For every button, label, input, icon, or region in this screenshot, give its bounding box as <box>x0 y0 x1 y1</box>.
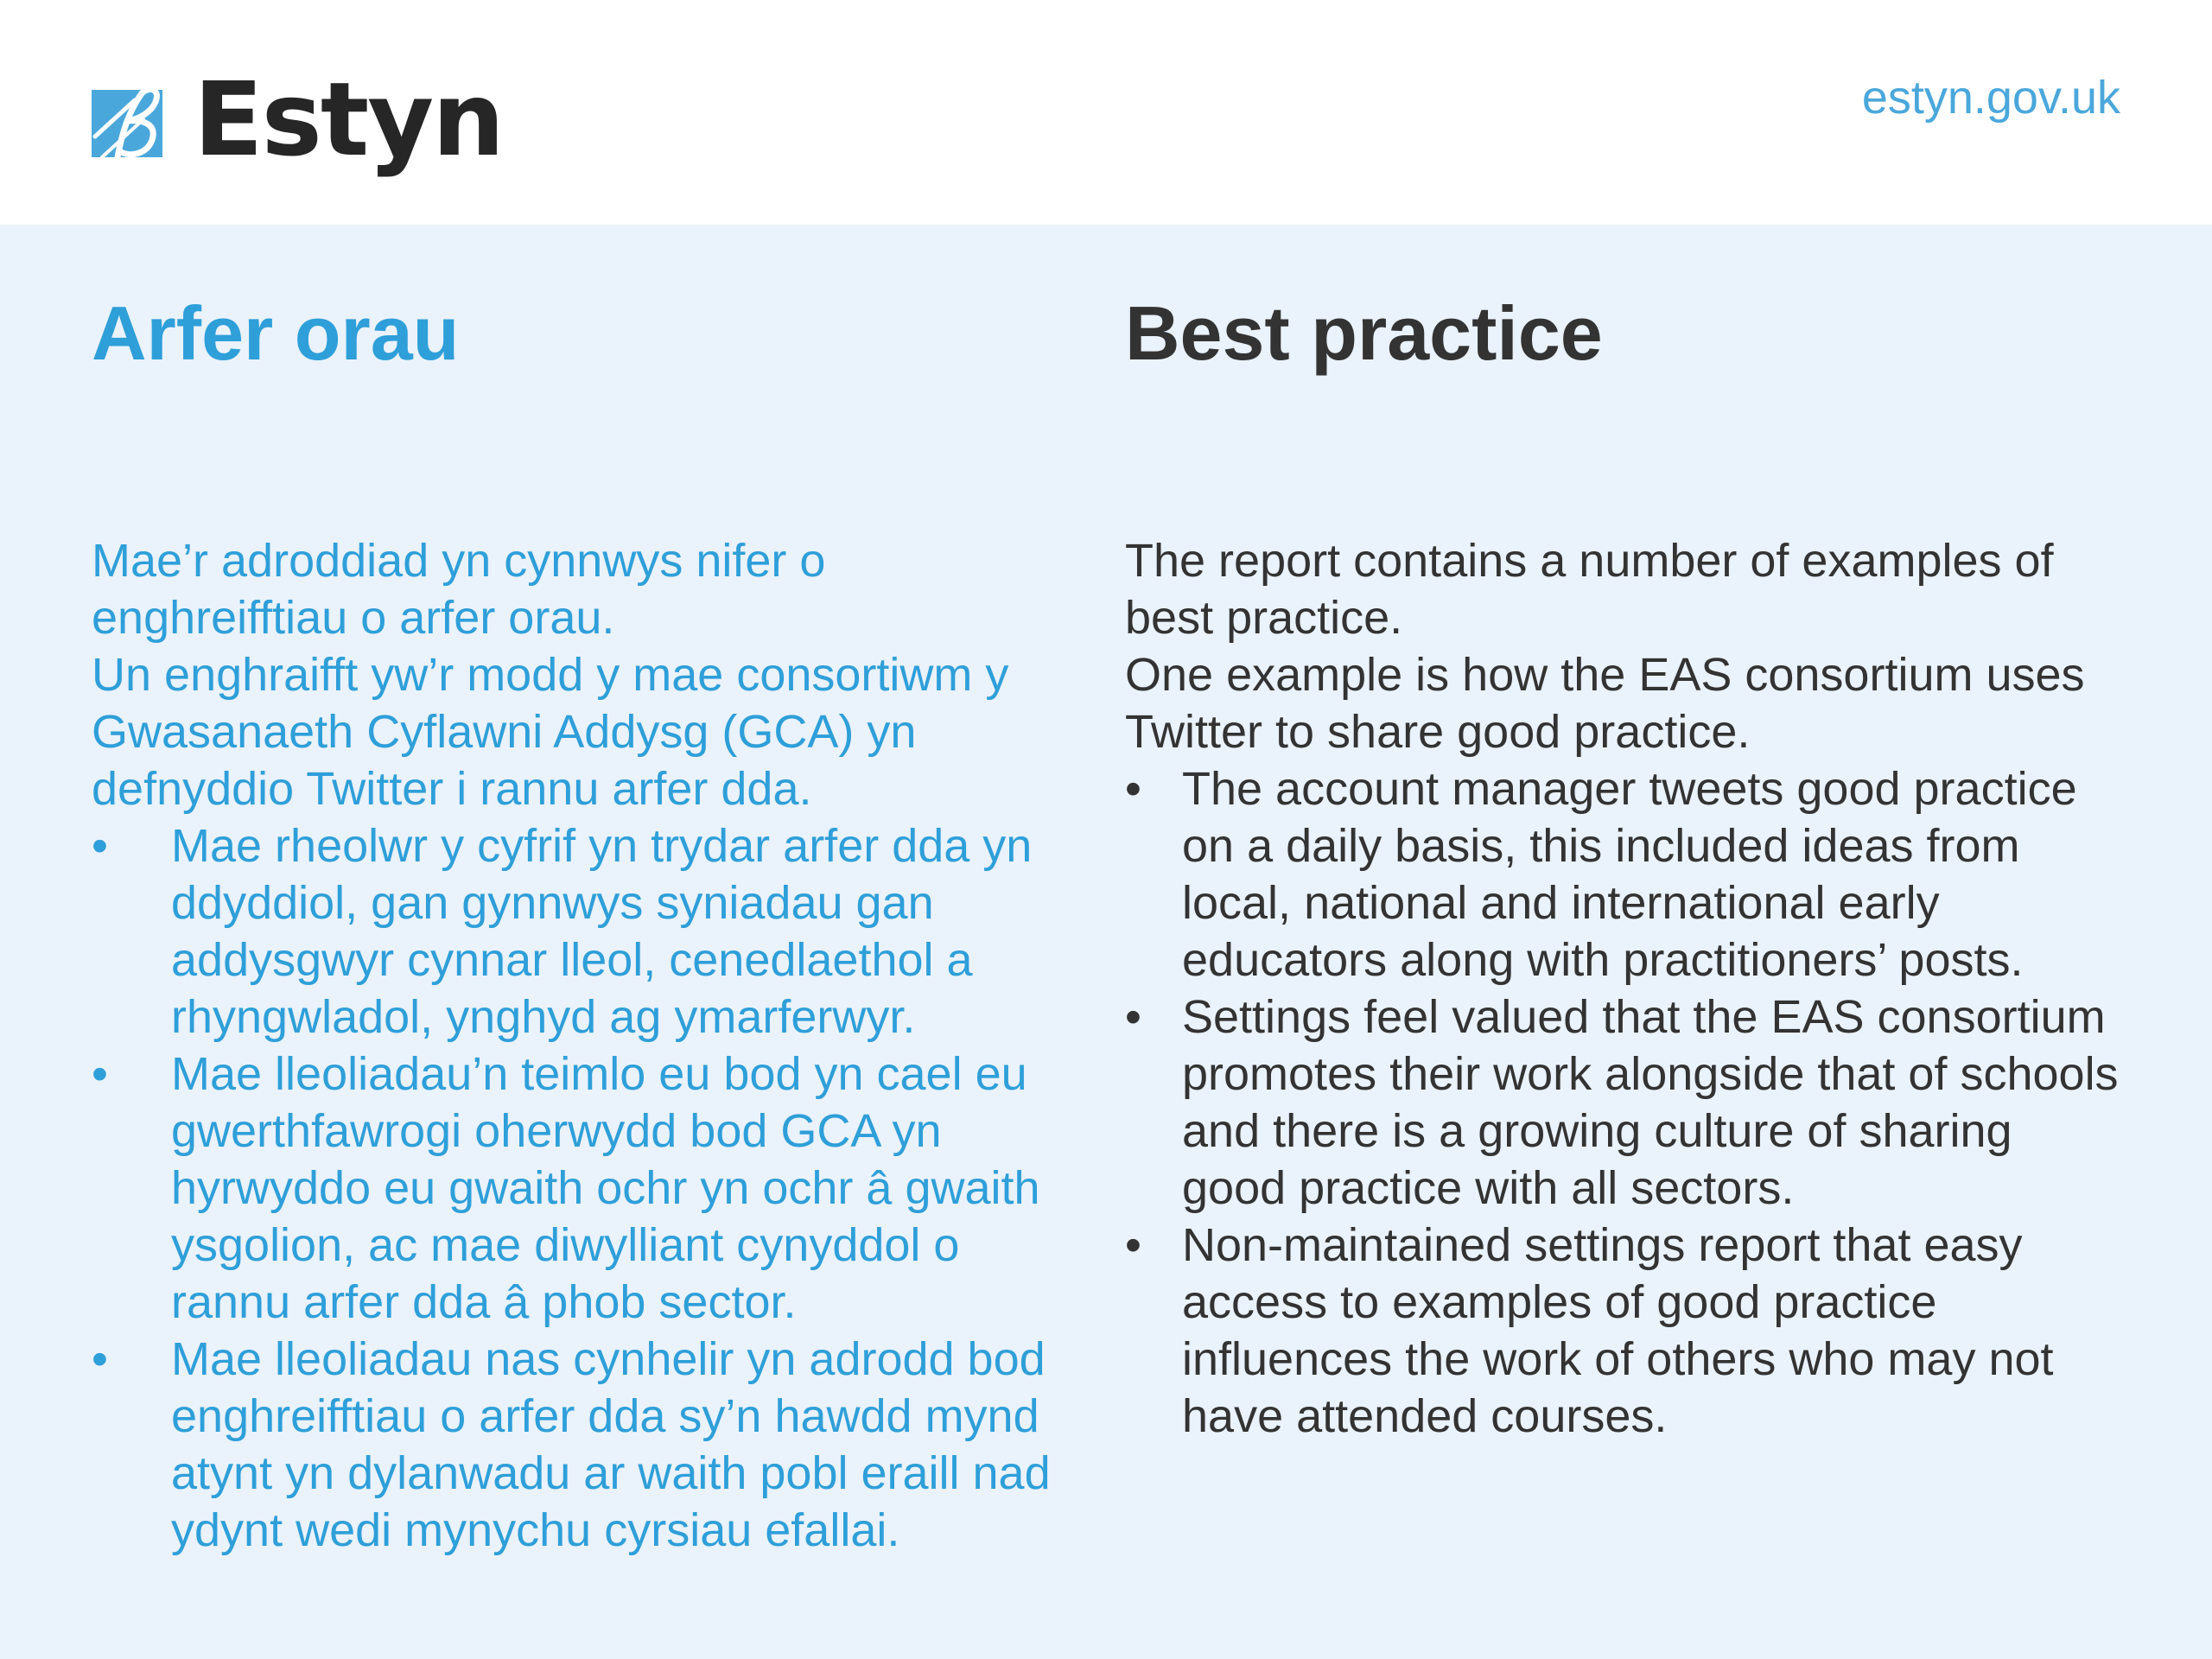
english-bullet-item <box>1125 1217 2127 1445</box>
english-bullet-list <box>1125 760 2127 1445</box>
bullet-icon: • <box>1125 1219 1141 1271</box>
welsh-column <box>92 290 1085 1559</box>
welsh-intro-2: Un enghraifft yw’r modd y mae consortiwm y Gwasanaeth Cyflawni Addysg (GCA) yn defnyddio Twitter i rannu arfer dda. <box>92 649 1009 815</box>
welsh-bullet-list <box>92 817 1085 1559</box>
welsh-heading: Arfer orau <box>92 290 460 376</box>
english-bullet-item <box>1125 988 2127 1217</box>
english-intro-2: One example is how the EAS consortium uses Twitter to share good practice. <box>1125 649 2085 758</box>
content-panel <box>0 225 2212 1659</box>
english-bullet-text: Settings feel valued that the EAS consortium promotes their work alongside that of schools and there is a growing culture of sharing good practice with all sectors. <box>1182 991 2119 1214</box>
site-url-link[interactable]: estyn.gov.uk <box>1861 72 2120 124</box>
bullet-icon: • <box>92 820 108 872</box>
bullet-icon: • <box>92 1333 108 1385</box>
estyn-logo-icon <box>92 85 168 161</box>
english-bullet-text: The account manager tweets good practice on a daily basis, this included ideas from local, national and international early educators along with practitioners’ posts. <box>1182 763 2077 986</box>
bullet-icon: • <box>1125 991 1141 1043</box>
logo-wordmark: Estyn <box>194 60 504 179</box>
english-heading: Best practice <box>1125 290 1603 376</box>
english-body <box>1125 532 2127 1445</box>
welsh-bullet-item <box>92 1046 1085 1331</box>
welsh-body <box>92 532 1085 1559</box>
english-bullet-item <box>1125 760 2127 988</box>
welsh-bullet-item <box>92 1331 1085 1559</box>
english-bullet-text: Non-maintained settings report that easy access to examples of good practice influences the work of others who may not have attended courses. <box>1182 1219 2054 1442</box>
welsh-bullet-text: Mae lleoliadau nas cynhelir yn adrodd bod enghreifftiau o arfer dda sy’n hawdd mynd atynt yn dylanwadu ar waith pobl eraill nad ydynt wedi mynychu cyrsiau efallai. <box>171 1333 1051 1556</box>
welsh-bullet-text: Mae lleoliadau’n teimlo eu bod yn cael eu gwerthfawrogi oherwydd bod GCA yn hyrwyddo eu gwaith ochr yn ochr â gwaith ysgolion, ac mae diwylliant cynyddol o rannu arfer dda â phob sector. <box>171 1048 1040 1328</box>
welsh-bullet-text: Mae rheolwr y cyfrif yn trydar arfer dda yn ddyddiol, gan gynnwys syniadau gan addysgwyr cynnar lleol, cenedlaethol a rhyngwladol, ynghyd ag ymarferwyr. <box>171 820 1033 1043</box>
bullet-icon: • <box>92 1048 108 1100</box>
welsh-intro-1: Mae’r adroddiad yn cynnwys nifer o enghreifftiau o arfer orau. <box>92 535 826 644</box>
estyn-logo[interactable] <box>92 60 504 179</box>
bullet-icon: • <box>1125 763 1141 815</box>
header <box>0 0 2212 225</box>
welsh-bullet-item <box>92 817 1085 1046</box>
english-intro-1: The report contains a number of examples of best practice. <box>1125 535 2054 644</box>
english-column <box>1125 290 2127 1445</box>
